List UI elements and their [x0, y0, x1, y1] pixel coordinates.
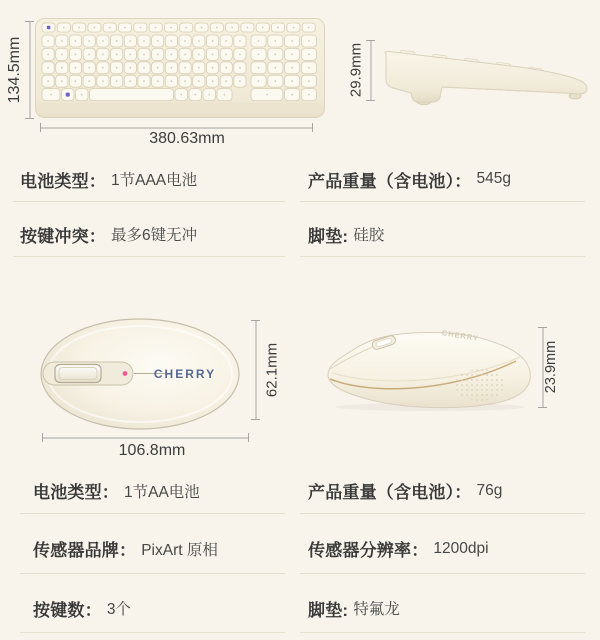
- keyboard-spec-row-1: [0, 157, 600, 202]
- spec-label: 传感器分辨率：: [308, 541, 429, 560]
- mouse-side-body: [328, 333, 530, 408]
- spec-value: 545g: [476, 170, 511, 187]
- spec-value: PixArt 原相: [141, 541, 218, 559]
- cherry-logo-faint: CHERRY: [441, 328, 480, 343]
- spec-label: 按键数：: [33, 600, 102, 620]
- spec-label: 脚垫:: [308, 600, 349, 620]
- mouse-grip-texture: [454, 369, 506, 401]
- spec-label: 产品重量（含电池）：: [308, 171, 472, 191]
- spec-value: 特氟龙: [353, 601, 400, 618]
- mouse-spec-row-1: [0, 468, 600, 514]
- spec-sensor-brand: [20, 524, 285, 574]
- mouse-spec-row-3: [0, 584, 600, 633]
- spec-battery-type-mouse: [20, 468, 285, 514]
- spec-key-rollover: [13, 212, 285, 257]
- spec-value: 76g: [476, 481, 503, 499]
- mouse-width-dimension-label: 106.8mm: [118, 442, 186, 459]
- keyboard-side-height-dimension-label: 29.9mm: [347, 42, 365, 98]
- spec-label: 传感器品牌：: [33, 541, 137, 560]
- keyboard-side-height-dimension-line: [366, 40, 375, 101]
- keyboard-height-dimension-line: [25, 21, 34, 119]
- spec-weight-mouse: [300, 468, 585, 514]
- spec-label: 按键冲突：: [20, 226, 106, 246]
- spec-sensor-resolution: [300, 524, 585, 574]
- keyboard-palm-strip: [39, 103, 322, 115]
- spec-weight-keyboard: [300, 157, 585, 202]
- spec-label: 产品重量（含电池）：: [308, 483, 472, 502]
- keyboard-side-body: [385, 51, 587, 102]
- keyboard-top-view-image: [35, 18, 325, 120]
- keyboard-side-view-image: [372, 42, 590, 106]
- spec-value: 1200dpi: [433, 539, 489, 557]
- mouse-led-indicator: [123, 371, 128, 376]
- spec-label: 脚垫:: [308, 226, 349, 246]
- keyboard-height-dimension-label: 134.5mm: [6, 36, 23, 104]
- mouse-side-view-image: [320, 323, 538, 413]
- mouse-spec-row-2: [0, 524, 600, 574]
- spec-battery-type-keyboard: [13, 157, 285, 202]
- mouse-side-height-dimension-label: 23.9mm: [543, 340, 559, 394]
- spec-label: 电池类型：: [20, 171, 106, 191]
- spec-value: 硅胶: [353, 227, 385, 244]
- mouse-top-view-image: [39, 317, 241, 431]
- spec-label: 电池类型：: [33, 483, 119, 502]
- mouse-height-dimension-label: 62.1mm: [263, 342, 281, 398]
- spec-value: 最多6键无冲: [111, 227, 198, 244]
- keyboard-width-dimension-label: 380.63mm: [149, 130, 225, 147]
- spec-feet-mouse: [300, 584, 585, 633]
- spec-button-count: [20, 584, 285, 633]
- spec-value: 3个: [106, 601, 131, 618]
- cherry-logo-text: CHERRY: [153, 367, 217, 381]
- spec-value: 1节AA电池: [124, 483, 200, 501]
- mouse-width-dimension-line: [42, 433, 249, 442]
- spec-feet-keyboard: [300, 212, 585, 257]
- spec-value: 1节AAA电池: [111, 172, 198, 189]
- keyboard-spec-row-2: [0, 212, 600, 257]
- mouse-height-dimension-line: [251, 320, 260, 420]
